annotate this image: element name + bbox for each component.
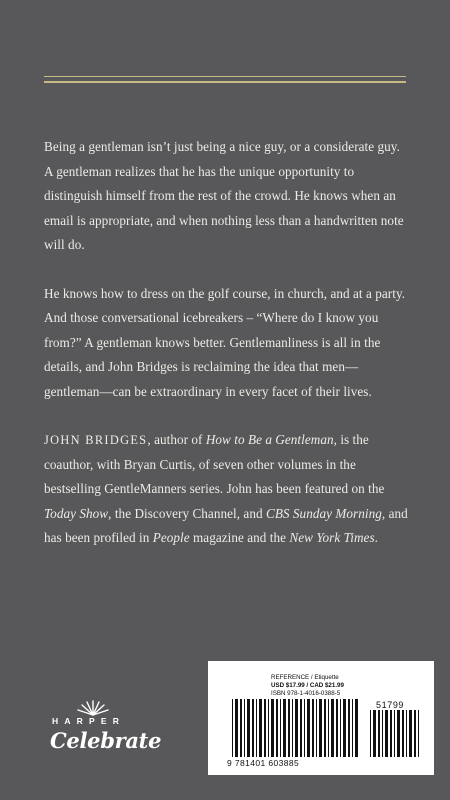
bio-text: , is the coauthor, with Bryan Curtis, of seven other volumes in the bestselling GentleManners series. John has been featured on the — [44, 432, 385, 496]
ean-barcode-bars — [232, 699, 358, 757]
bio-text: , and has been profiled in — [44, 505, 408, 545]
category-text: REFERENCE / Etiquette — [271, 674, 339, 681]
paragraph-details: He knows how to dress on the golf course, in church, and at a party. And those conversational icebreakers – “Where do I know you from?” A gentleman knows better. Gentlemanliness is all in the details, and John Bridges is reclaiming the idea that men—gentleman—can be extraordinary in every facet of their lives. — [44, 285, 406, 399]
bio-text: , author of — [147, 432, 206, 447]
ean-number: 9 781401 603885 — [227, 758, 300, 768]
barcode-label — [208, 661, 434, 775]
show-title: CBS Sunday Morning — [265, 505, 382, 521]
isbn-text: ISBN 978-1-4016-0388-5 — [271, 690, 341, 697]
book-title: How to Be a Gentleman — [205, 432, 334, 447]
author-bio — [44, 428, 410, 551]
gold-rule-top — [44, 76, 406, 77]
magazine-title: People — [152, 530, 190, 545]
show-title: Today Show — [44, 505, 109, 521]
addon-barcode-bars — [370, 710, 420, 757]
bio-text: magazine and the — [189, 530, 290, 545]
price-text: USD $17.99 / CAD $21.99 — [271, 682, 344, 689]
logo-harper-text: HARPER — [52, 716, 126, 726]
bio-text: . — [374, 530, 378, 545]
newspaper-title: New York Times — [289, 530, 375, 545]
decorative-double-rule — [44, 76, 406, 83]
firework-burst-icon — [76, 700, 110, 716]
gold-rule-bottom — [44, 81, 406, 82]
back-cover-copy — [44, 135, 410, 551]
author-name: JOHN BRIDGES — [44, 433, 148, 447]
bio-text: , the Discovery Channel, and — [108, 505, 266, 521]
paragraph-intro: Being a gentleman isn’t just being a nice guy, or a considerate guy. A gentleman realizes that he has the unique opportunity to distinguish himself from the rest of the crowd. He knows when an email is appropriate, and when nothing less than a handwritten note will do. — [44, 139, 404, 252]
harper-celebrate-logo — [46, 700, 162, 764]
price-addon-number: 51799 — [376, 700, 405, 710]
logo-celebrate-script: Celebrate — [50, 728, 162, 753]
